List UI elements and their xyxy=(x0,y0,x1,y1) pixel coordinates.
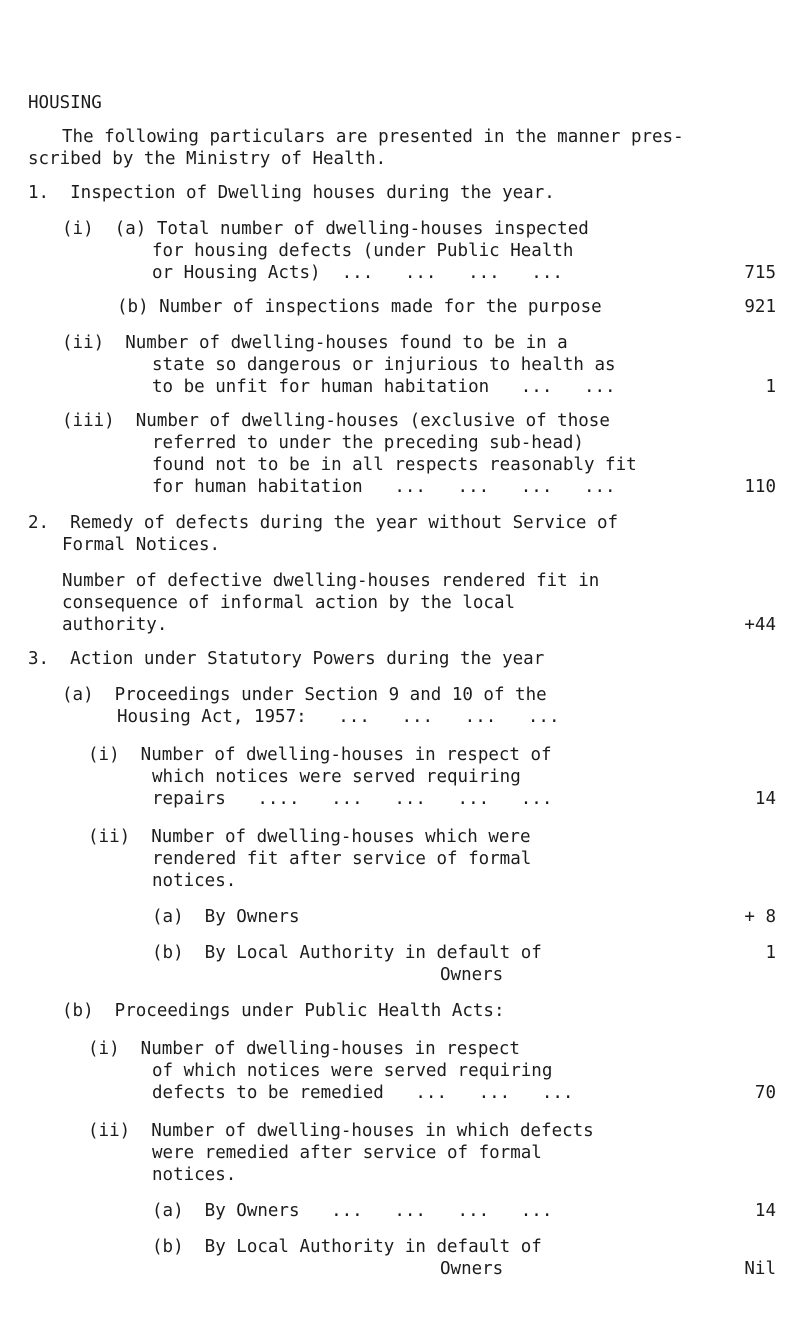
s1-i-b-value: 921 xyxy=(744,297,776,317)
s1-ii-line-3: to be unfit for human habitation ... ... xyxy=(152,377,616,397)
s3-b-i-line-1: (i) Number of dwelling-houses in respect xyxy=(88,1039,520,1059)
s1-ii-line-1: (ii) Number of dwelling-houses found to be in a xyxy=(62,333,568,353)
s1-iii-line-1: (iii) Number of dwelling-houses (exclusive of those xyxy=(62,411,610,431)
s2-body-line-1: Number of defective dwelling-houses rendered fit in xyxy=(62,571,600,591)
s2-body-line-2: consequence of informal action by the local xyxy=(62,593,516,613)
s3-b-i-value: 70 xyxy=(754,1083,776,1103)
s2-body-line-3: authority. xyxy=(62,615,168,635)
s3-b-ii-a-line: (a) By Owners ... ... ... ... xyxy=(152,1201,553,1221)
s1-iii-line-4: for human habitation ... ... ... ... xyxy=(152,477,616,497)
s3-a-line-2: Housing Act, 1957: ... ... ... ... xyxy=(117,707,560,727)
s1-iii-value: 110 xyxy=(744,477,776,497)
section-2-title-line-1: 2. Remedy of defects during the year without Service of xyxy=(28,513,619,533)
s3-a-ii-b-value: 1 xyxy=(765,943,776,963)
s3-a-ii-a-line: (a) By Owners xyxy=(152,907,300,927)
s2-value: +44 xyxy=(744,615,776,635)
s1-iii-line-3: found not to be in all respects reasonably fit xyxy=(152,455,637,475)
s3-b-i-line-2: of which notices were served requiring xyxy=(152,1061,553,1081)
intro-line-1: The following particulars are presented in the manner pres- xyxy=(62,127,684,147)
section-3-title: 3. Action under Statutory Powers during the year xyxy=(28,649,545,669)
s1-i-b-line: (b) Number of inspections made for the purpose xyxy=(117,297,602,317)
s1-ii-line-2: state so dangerous or injurious to health as xyxy=(152,355,616,375)
s3-b-line: (b) Proceedings under Public Health Acts: xyxy=(62,1001,505,1021)
s3-b-ii-a-value: 14 xyxy=(754,1201,776,1221)
section-1-title: 1. Inspection of Dwelling houses during the year. xyxy=(28,183,555,203)
s3-b-ii-line-2: were remedied after service of formal xyxy=(152,1143,542,1163)
s3-a-i-value: 14 xyxy=(754,789,776,809)
s3-b-i-line-3: defects to be remedied ... ... ... xyxy=(152,1083,574,1103)
s1-iii-line-2: referred to under the preceding sub-head) xyxy=(152,433,584,453)
s3-b-ii-b-value: Nil xyxy=(744,1259,776,1279)
s3-b-ii-b-line-1: (b) By Local Authority in default of xyxy=(152,1237,542,1257)
s1-i-a-line-3: or Housing Acts) ... ... ... ... xyxy=(152,263,563,283)
s1-ii-value: 1 xyxy=(765,377,776,397)
section-2-title-line-2: Formal Notices. xyxy=(62,535,221,555)
s1-i-a-line-1: (i) (a) Total number of dwelling-houses inspected xyxy=(62,219,589,239)
s3-b-ii-line-1: (ii) Number of dwelling-houses in which defects xyxy=(88,1121,594,1141)
s3-a-ii-line-1: (ii) Number of dwelling-houses which were xyxy=(88,827,531,847)
s3-a-line-1: (a) Proceedings under Section 9 and 10 of the xyxy=(62,685,547,705)
s3-b-ii-line-3: notices. xyxy=(152,1165,237,1185)
s3-a-i-line-3: repairs .... ... ... ... ... xyxy=(152,789,553,809)
s3-b-ii-b-line-2: Owners xyxy=(440,1259,504,1279)
s3-a-i-line-1: (i) Number of dwelling-houses in respect of xyxy=(88,745,552,765)
s3-a-ii-b-line-2: Owners xyxy=(440,965,504,985)
intro-line-2: scribed by the Ministry of Health. xyxy=(28,149,387,169)
s3-a-i-line-2: which notices were served requiring xyxy=(152,767,521,787)
s1-i-a-value: 715 xyxy=(744,263,776,283)
s3-a-ii-line-3: notices. xyxy=(152,871,237,891)
s3-a-ii-line-2: rendered fit after service of formal xyxy=(152,849,532,869)
page-heading: HOUSING xyxy=(28,93,102,113)
s3-a-ii-a-value: + 8 xyxy=(744,907,776,927)
s1-i-a-line-2: for housing defects (under Public Health xyxy=(152,241,574,261)
s3-a-ii-b-line-1: (b) By Local Authority in default of xyxy=(152,943,542,963)
